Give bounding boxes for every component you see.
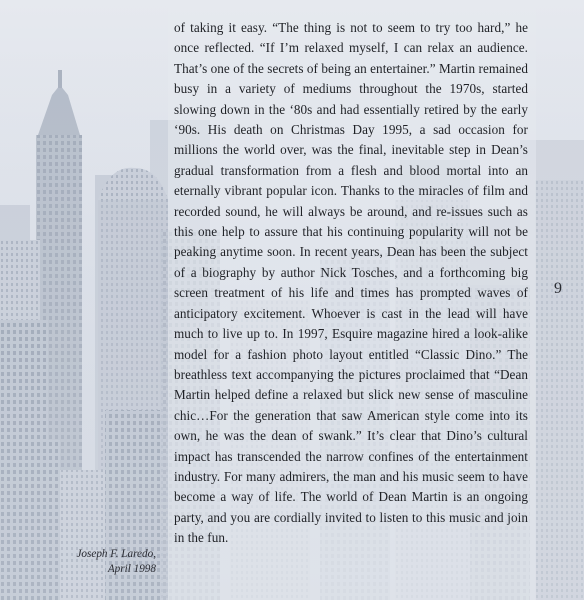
body-text: of taking it easy. “The thing is not to seem to try too hard,” he once reflected. “If I’m relaxed myself, I can relax an audience. That’s one of the secrets of being an entertainer.” Martin remained busy in a variety of mediums throughout the 1970s, started slowing down in the ‘80s and had essentially retired by the early ‘90s. His death on Christmas Day 1995, a sad occasion for millions the world over, was the final, inevitable step in Dean’s gradual transformation from a flesh and blood mortal into an eternally vibrant popular icon. Thanks to the miracles of film and recorded sound, he will always be around, and re-issues such as this one help to assure that his continuing popularity will not be peaking anytime soon. In recent years, Dean has been the subject of a biography by author Nick Tosches, and a forthcoming big screen treatment of his life and times has prompted waves of anticipatory excitement. Whoever is cast in the lead will have much to live up to. In 1997, Esquire magazine hired a look-alike model for a fashion photo layout entitled “Classic Dino.” The breathless text accompanying the pictures proclaimed that “Dean Martin helped define a relaxed but slick new sense of masculine chic…For the generation that saw American style come into its own, he was the dean of swank.” It’s clear that Dino’s cultural impact has transcended the narrow confines of the entertainment industry. For many admirers, the man and his music seem to have become a way of life. The world of Dean Martin is an ongoing party, and you are cordially invited to listen to this music and join in the fun. (174, 20, 528, 546)
signature-date: April 1998 (107, 563, 156, 575)
signature-author: Joseph F. Laredo, (76, 548, 156, 560)
signature (40, 547, 156, 577)
page-number: 9 (554, 280, 562, 297)
